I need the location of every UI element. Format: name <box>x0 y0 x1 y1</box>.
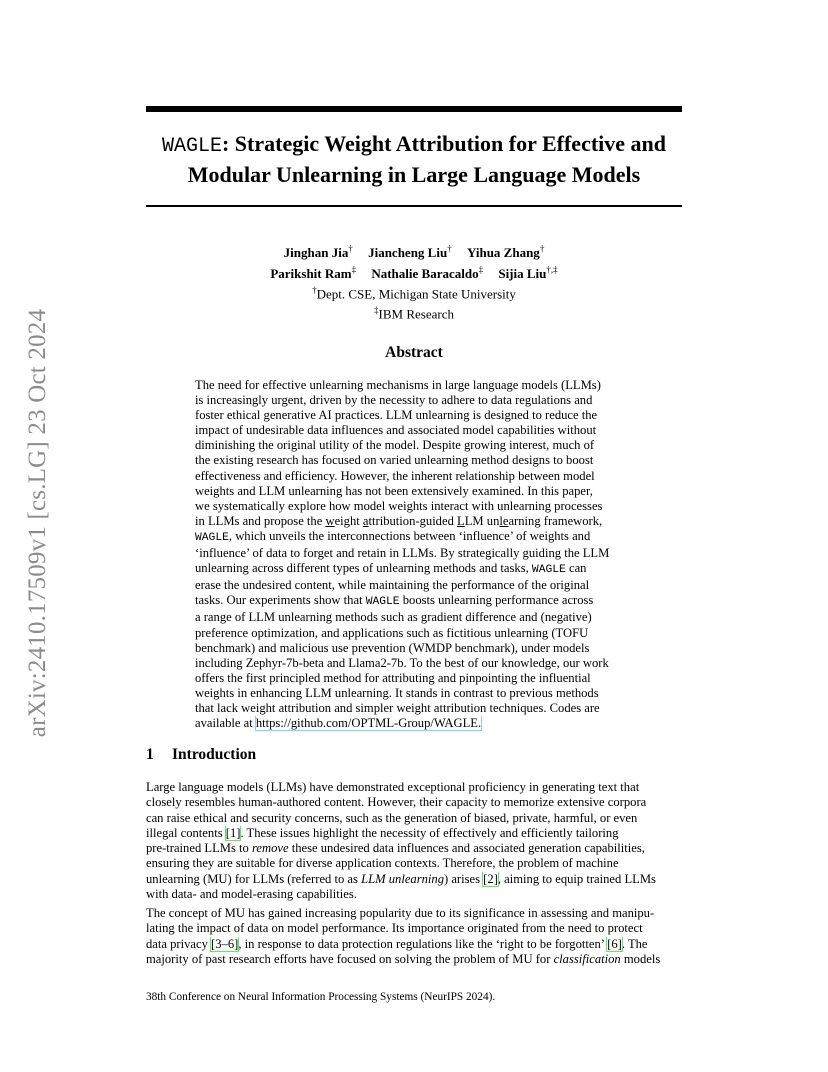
citation-link[interactable]: [3–6] <box>211 936 239 951</box>
abstract-line: erase the undesired content, while maintaining the performance of the original <box>195 578 590 593</box>
title-line-1: : Strategic Weight Attribution for Effective and <box>221 131 667 156</box>
abstract-line: preference optimization, and applications such as fictitious unlearning (TOFU <box>195 625 589 640</box>
body-line: closely resembles human-authored content. However, their capacity to memorize extensive corpora <box>146 795 647 810</box>
abstract-line: ‘influence’ of data to forget and retain in LLMs. By strategically guiding the LLM <box>195 546 610 561</box>
body-line: Large language models (LLMs) have demonstrated exceptional proficiency in generating text that <box>146 780 640 794</box>
citation-link[interactable]: [2] <box>483 871 498 886</box>
body-line: unlearning (MU) for LLMs (referred to as LLM unlearning) arises [2], aiming to equip trained LLMs <box>146 871 656 886</box>
body-line: with data- and model-erasing capabilities. <box>146 887 357 902</box>
title-rule-bottom <box>146 205 682 207</box>
abstract-heading: Abstract <box>385 344 443 361</box>
paper-title <box>146 130 682 189</box>
abstract-body <box>195 378 633 731</box>
abstract-line: impact of undesirable data influences and associated model capabilities without <box>195 423 597 438</box>
abstract-line: in LLMs and propose the weight attribution-guided LLM unlearning framework, <box>195 513 603 528</box>
abstract-line: available at https://github.com/OPTML-Group/WAGLE. <box>195 716 482 731</box>
abstract-line: the existing research has focused on varied unlearning method designs to boost <box>195 453 594 468</box>
body-line: ensuring they are suitable for diverse application contexts. Therefore, the problem of machine <box>146 856 619 871</box>
author: Jinghan Jia† <box>283 244 353 261</box>
abstract-line: we systematically explore how model weights interact with unlearning processes <box>195 498 603 513</box>
intro-paragraph-1 <box>146 780 682 902</box>
abstract-line: weights and LLM unlearning has not been extensively examined. In this paper, <box>195 483 593 498</box>
body-line: The concept of MU has gained increasing popularity due to its significance in assessing and manipu- <box>146 906 655 920</box>
abstract-line: a range of LLM unlearning methods such as gradient difference and (negative) <box>195 610 592 625</box>
conference-footnote: 38th Conference on Neural Information Processing Systems (NeurIPS 2024). <box>146 991 496 1003</box>
citation-link[interactable]: [6] <box>607 936 622 951</box>
body-line: illegal contents [1]. These issues highlight the necessity of effectively and efficiently tailoring <box>146 825 619 840</box>
abstract-line: WAGLE, which unveils the interconnections between ‘influence’ of weights and <box>195 528 591 544</box>
abstract-line: weights in enhancing LLM unlearning. It stands in contrast to previous methods <box>195 685 599 700</box>
body-line: can raise ethical and security concerns, such as the generation of biased, private, harmful, or even <box>146 810 638 825</box>
body-line: lating the impact of data on model performance. Its importance originated from the need to protect <box>146 921 643 936</box>
abstract-line: foster ethical generative AI practices. LLM unlearning is designed to reduce the <box>195 408 598 423</box>
title-rule-top <box>146 106 682 112</box>
title-line-2: Modular Unlearning in Large Language Models <box>187 162 641 187</box>
citation-link[interactable]: [1] <box>225 825 241 840</box>
author: Yihua Zhang† <box>466 244 545 261</box>
abstract-line: unlearning across different types of unlearning methods and tasks, WAGLE can <box>195 561 587 577</box>
author: Sijia Liu†,‡ <box>498 264 558 281</box>
author: Jiancheng Liu† <box>368 244 452 261</box>
author: Parikshit Ram‡ <box>270 264 357 281</box>
abstract-line: effectiveness and efficiency. However, the inherent relationship between model <box>195 468 595 483</box>
method-name: WAGLE <box>161 135 222 158</box>
abstract-line: benchmark) and malicious use prevention (WMDP benchmark), under models <box>195 640 590 655</box>
abstract-line: diminishing the original utility of the model. Despite growing interest, much of <box>195 438 595 453</box>
code-repo-link[interactable]: https://github.com/OPTML-Group/WAGLE. <box>255 716 482 731</box>
author-row-2 <box>146 261 682 281</box>
abstract-line: is increasingly urgent, driven by the necessity to adhere to data regulations and <box>195 393 593 408</box>
section-heading-introduction <box>146 746 256 764</box>
section-number: 1 <box>146 746 154 763</box>
author: Nathalie Baracaldo‡ <box>371 264 484 281</box>
body-line: majority of past research efforts have focused on solving the problem of MU for classification models <box>146 951 661 966</box>
affiliation: ‡IBM Research <box>374 304 454 322</box>
author-block <box>146 241 682 322</box>
body-line: data privacy [3–6], in response to data protection regulations like the ‘right to be forgotten’ [6]. The <box>146 936 648 951</box>
arxiv-identifier <box>22 288 54 758</box>
abstract-line: tasks. Our experiments show that WAGLE boosts unlearning performance across <box>195 593 594 609</box>
body-line: pre-trained LLMs to remove these undesired data influences and associated generation capabilities, <box>146 841 645 856</box>
intro-paragraph-2 <box>146 906 682 967</box>
abstract-line: that lack weight attribution and simpler weight attribution techniques. Codes are <box>195 700 600 715</box>
abstract-line: including Zephyr-7b-beta and Llama2-7b. To the best of our knowledge, our work <box>195 655 609 670</box>
section-title: Introduction <box>172 746 257 763</box>
author-row-1 <box>146 241 682 261</box>
abstract-line: The need for effective unlearning mechanisms in large language models (LLMs) <box>195 378 601 392</box>
arxiv-identifier-text: arXiv:2410.17509v1 [cs.LG] 23 Oct 2024 <box>24 308 51 738</box>
affiliation: †Dept. CSE, Michigan State University <box>312 284 516 301</box>
abstract-line: offers the first principled method for attributing and pinpointing the influential <box>195 670 591 685</box>
